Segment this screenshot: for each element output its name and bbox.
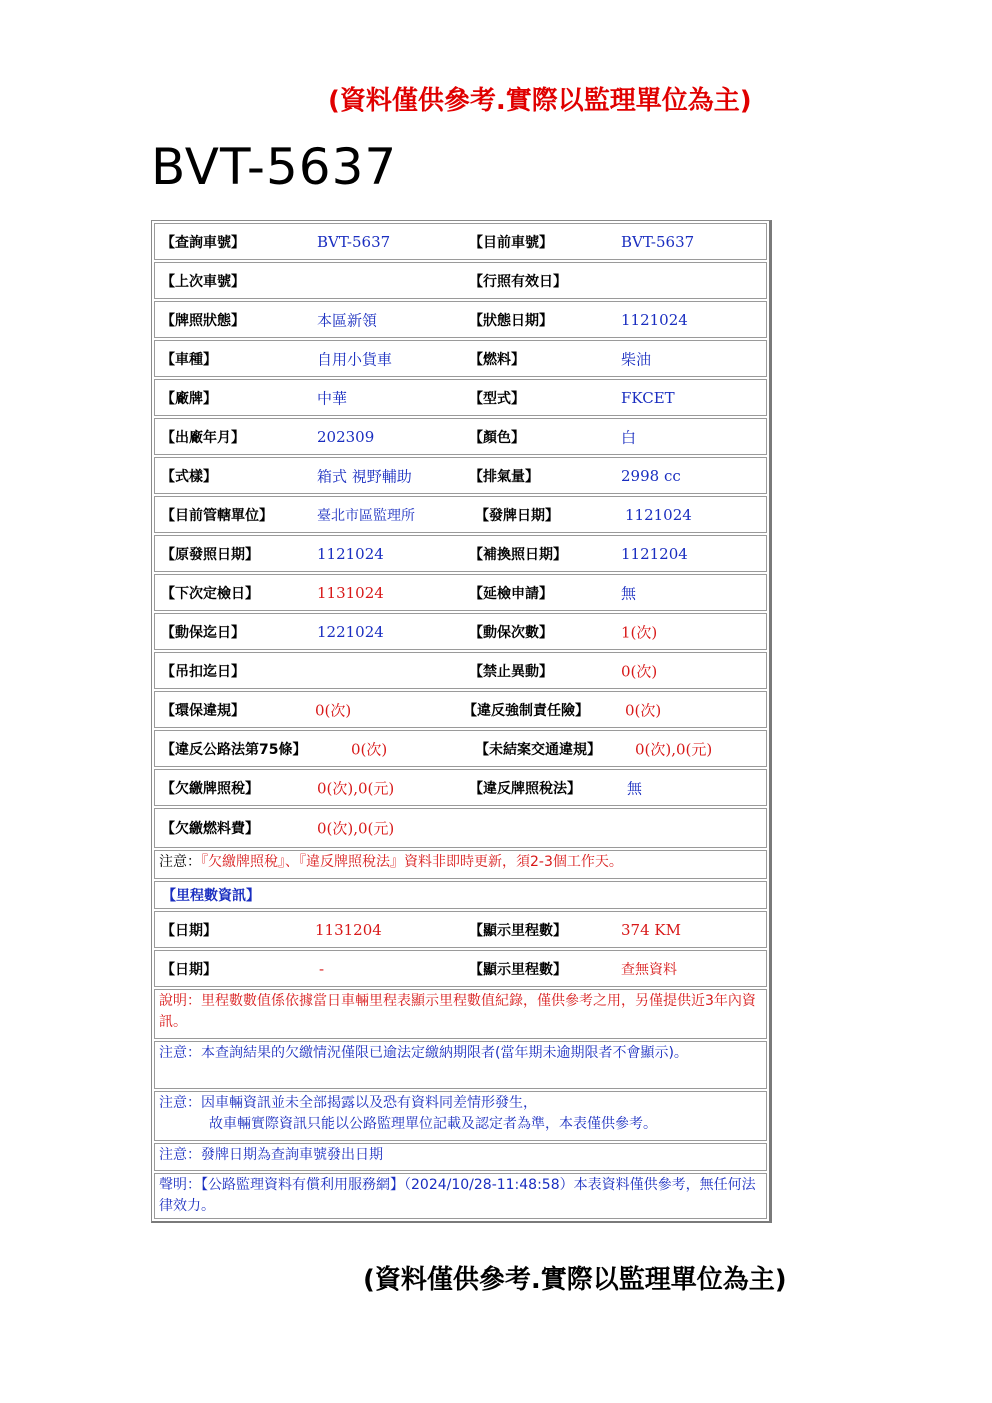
label-license-valid: 【行照有效日】 (469, 273, 567, 290)
value-unpaid-license-tax: 0(次),0(元) (317, 779, 395, 797)
disclosure-note-line-2: 故車輛實際資訊只能以公路監理單位記載及認定者為準，本表僅供參考。 (209, 1116, 657, 1132)
tax-update-note (154, 850, 767, 879)
record-row-plate (154, 223, 767, 260)
label-current-plate: 【目前車號】 (469, 234, 553, 251)
label-mileage-reading: 【顯示里程數】 (469, 961, 567, 978)
label-unpaid-license-tax: 【欠繳牌照稅】 (161, 780, 259, 797)
value-chattel-count: 1(次) (621, 623, 658, 641)
value-open-traffic-violations: 0(次),0(元) (635, 740, 713, 758)
label-chattel-count: 【動保次數】 (469, 624, 553, 641)
record-row-status (154, 301, 767, 338)
label-displacement: 【排氣量】 (469, 468, 539, 485)
label-inspection-extension: 【延檢申請】 (469, 585, 553, 602)
tax-note-body: 『欠繳牌照稅』、『違反牌照稅法』資料非即時更新，須2-3個工作天。 (201, 854, 623, 870)
record-row-inspection (154, 574, 767, 611)
source-statement: 聲明：【公路監理資料有償利用服務網】（2024/10/28-11:48:58）本表資料僅供參考，無任何法律效力。 (154, 1173, 767, 1219)
label-license-tax-law: 【違反牌照稅法】 (469, 780, 581, 797)
value-jurisdiction: 臺北市區監理所 (317, 507, 415, 524)
value-unpaid-fuel-fee: 0(次),0(元) (317, 819, 395, 838)
label-plate-status: 【牌照狀態】 (161, 312, 245, 329)
record-row-manufacture (154, 418, 767, 455)
label-model: 【型式】 (469, 390, 525, 407)
value-fuel: 柴油 (621, 350, 652, 368)
value-color: 白 (621, 428, 637, 446)
mileage-row (154, 950, 767, 987)
disclaimer-top: (資料僅供參考.實際以監理單位為主) (328, 86, 752, 116)
value-plate-status: 本區新領 (317, 311, 378, 329)
value-replacement-date: 1121204 (621, 544, 688, 563)
record-row-license-dates (154, 535, 767, 572)
value-original-license-date: 1121024 (317, 544, 384, 563)
mileage-row (154, 911, 767, 948)
label-status-date: 【狀態日期】 (469, 312, 553, 329)
value-displacement: 2998 cc (621, 466, 681, 485)
tax-note-prefix: 注意： (159, 854, 201, 870)
label-previous-plate: 【上次車號】 (161, 273, 245, 290)
value-next-inspection: 1131024 (317, 583, 384, 602)
disclaimer-bottom: (資料僅供參考.實際以監理單位為主) (363, 1265, 787, 1295)
label-highway-law: 【違反公路法第75條】 (161, 741, 307, 758)
mileage-section-header (154, 881, 767, 909)
value-brand: 中華 (317, 389, 348, 407)
label-color: 【顏色】 (469, 429, 525, 446)
issue-date-note: 注意：發牌日期為查詢車號發出日期 (154, 1143, 767, 1171)
record-row-type (154, 340, 767, 377)
disclosure-note-line-1: 注意：因車輛資訊並未全部揭露以及恐有資料同差情形發生， (159, 1095, 537, 1111)
record-row-style (154, 457, 767, 494)
record-row-suspension (154, 652, 767, 689)
disclosure-note (154, 1091, 767, 1141)
value-insurance-violations: 0(次) (625, 701, 662, 719)
record-row-previous (154, 262, 767, 299)
value-highway-law: 0(次) (351, 740, 388, 758)
value-mileage-date: - (319, 959, 325, 978)
label-body-style: 【式樣】 (161, 468, 217, 485)
label-original-license-date: 【原發照日期】 (161, 546, 259, 563)
label-mileage-reading: 【顯示里程數】 (469, 922, 567, 939)
label-environment-violations: 【環保違規】 (161, 702, 245, 719)
label-transfer-ban: 【禁止異動】 (469, 663, 553, 680)
label-open-traffic-violations: 【未結案交通違規】 (475, 741, 601, 758)
record-row-office (154, 496, 767, 533)
arrears-note: 注意：本查詢結果的欠繳情況僅限已逾法定繳納期限者(當年期未逾期限者不會顯示)。 (154, 1041, 767, 1089)
label-jurisdiction: 【目前管轄單位】 (161, 507, 273, 524)
value-current-plate: BVT-5637 (621, 232, 695, 251)
record-row-fuel-fee (154, 808, 767, 848)
value-status-date: 1121024 (621, 310, 688, 329)
value-model: FKCET (621, 388, 675, 407)
value-mileage-date: 1131204 (315, 920, 382, 939)
record-row-license-tax (154, 769, 767, 806)
record-row-brand (154, 379, 767, 416)
label-replacement-date: 【補換照日期】 (469, 546, 567, 563)
label-query-plate: 【查詢車號】 (161, 234, 245, 251)
value-license-tax-law: 無 (627, 779, 643, 797)
mileage-section-title: 【里程數資訊】 (162, 888, 260, 904)
label-next-inspection: 【下次定檢日】 (161, 585, 259, 602)
value-mileage-reading: 374 KM (621, 920, 681, 939)
label-suspension-until: 【吊扣迄日】 (161, 663, 245, 680)
record-row-chattel (154, 613, 767, 650)
label-chattel-until: 【動保迄日】 (161, 624, 245, 641)
record-row-environment (154, 691, 767, 728)
value-query-plate: BVT-5637 (317, 232, 391, 251)
label-mileage-date: 【日期】 (161, 922, 217, 939)
value-vehicle-type: 自用小貨車 (317, 350, 393, 368)
label-manufacture-date: 【出廠年月】 (161, 429, 245, 446)
value-issue-date: 1121024 (625, 505, 692, 524)
label-unpaid-fuel-fee: 【欠繳燃料費】 (161, 821, 259, 837)
plate-number-heading: BVT-5637 (151, 138, 398, 196)
label-fuel: 【燃料】 (469, 351, 525, 368)
label-mileage-date: 【日期】 (161, 961, 217, 978)
value-environment-violations: 0(次) (315, 701, 352, 719)
mileage-note: 說明：里程數數值係依據當日車輛里程表顯示里程數值紀錄，僅供參考之用，另僅提供近3年內資訊。 (154, 989, 767, 1039)
value-body-style: 箱式 視野輔助 (317, 467, 412, 485)
label-vehicle-type: 【車種】 (161, 351, 217, 368)
value-transfer-ban: 0(次) (621, 662, 658, 680)
label-issue-date: 【發牌日期】 (475, 507, 559, 524)
value-inspection-extension: 無 (621, 584, 637, 602)
label-brand: 【廠牌】 (161, 390, 217, 407)
value-chattel-until: 1221024 (317, 622, 384, 641)
vehicle-record-table (151, 220, 772, 1223)
value-mileage-reading: 查無資料 (621, 961, 677, 978)
label-insurance-violations: 【違反強制責任險】 (463, 702, 589, 719)
record-row-highway-law (154, 730, 767, 767)
value-manufacture-date: 202309 (317, 427, 375, 446)
